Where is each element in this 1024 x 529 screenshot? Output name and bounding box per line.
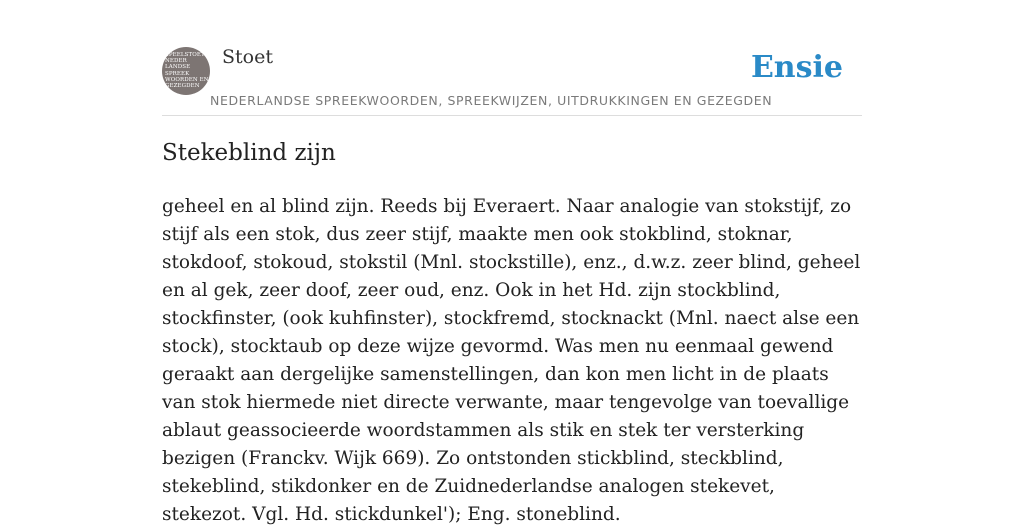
page-title: Stekeblind zijn — [162, 140, 336, 166]
header-divider — [162, 115, 862, 116]
source-subtitle: NEDERLANDSE SPREEKWOORDEN, SPREEKWIJZEN, UITDRUKKINGEN EN GEZEGDEN — [210, 93, 773, 108]
author-name[interactable]: Stoet — [222, 46, 273, 68]
avatar-book-cover-text: SPEELSTOET NEDER LANDSE SPREEK WOORDEN EN GEZEGDEN — [165, 52, 209, 90]
ensie-logo[interactable]: Ensie — [750, 50, 843, 85]
article-body: geheel en al blind zijn. Reeds bij Everaert. Naar analogie van stokstijf, zo stijf als een stok, dus zeer stijf, maakte men ook stokblind, stoknar, stokdoof, stokoud, stokstil (Mnl. stockstille), enz., d.w.z. zeer blind, geheel en al gek, zeer doof, zeer oud, enz. Ook in het Hd. zijn stockblind, stockfinster, (ook kuhfinster), stockfremd, stocknackt (Mnl. naect alse een stock), stocktaub op deze wijze gevormd. Was men nu eenmaal gewend geraakt aan dergelijke samenstellingen, dan kon men licht in de plaats van stok hiermede niet directe verwante, maar tengevolge van toevallige ablaut geassocieerde woordstammen als stik en stek ter versterking bezigen (Franckv. Wijk 669). Zo ontstonden stickblind, steckblind, stekeblind, stikdonker en de Zuidnederlandse analogen stekevet, stekezot. Vgl. Hd. stickdunkel'); Eng. stoneblind. — [162, 196, 861, 525]
author-avatar[interactable] — [162, 47, 210, 95]
